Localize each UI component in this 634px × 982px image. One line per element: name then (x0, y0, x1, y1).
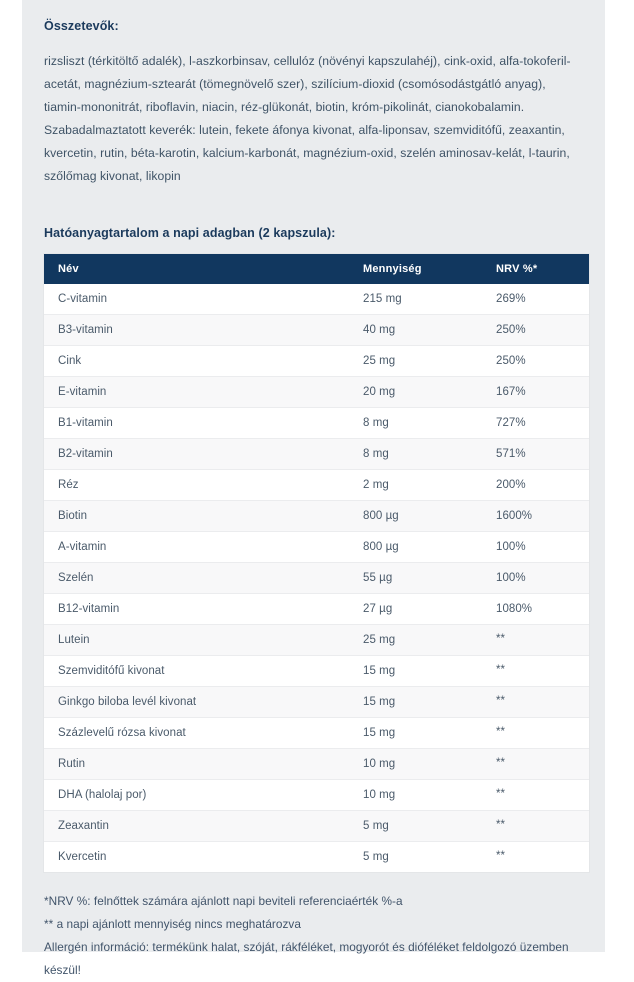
table-row (44, 624, 589, 655)
column-header-name: Név (44, 254, 349, 284)
cell-nrv: 200% (482, 469, 589, 500)
cell-nrv: ** (482, 686, 589, 717)
cell-name: Ginkgo biloba levél kivonat (44, 686, 349, 717)
cell-name: Zeaxantin (44, 810, 349, 841)
cell-amount: 800 µg (349, 531, 482, 562)
cell-nrv: 1600% (482, 500, 589, 531)
cell-name: B3-vitamin (44, 314, 349, 345)
column-header-nrv: NRV %* (482, 254, 589, 284)
cell-amount: 15 mg (349, 655, 482, 686)
table-row (44, 562, 589, 593)
table-row (44, 593, 589, 624)
footnote-stars: ** a napi ajánlott mennyiség nincs meghatározva (44, 916, 301, 931)
cell-name: Biotin (44, 500, 349, 531)
cell-amount: 55 µg (349, 562, 482, 593)
cell-amount: 10 mg (349, 748, 482, 779)
cell-nrv: 100% (482, 562, 589, 593)
cell-amount: 15 mg (349, 686, 482, 717)
table-row (44, 407, 589, 438)
cell-name: C-vitamin (44, 284, 349, 315)
cell-amount: 215 mg (349, 284, 482, 315)
table-row (44, 655, 589, 686)
nutrition-table-heading: Hatóanyagtartalom a napi adagban (2 kapszula): (44, 225, 336, 240)
cell-nrv: 727% (482, 407, 589, 438)
cell-name: Lutein (44, 624, 349, 655)
table-row (44, 345, 589, 376)
cell-nrv: 571% (482, 438, 589, 469)
cell-nrv: 167% (482, 376, 589, 407)
cell-name: B1-vitamin (44, 407, 349, 438)
cell-nrv: ** (482, 717, 589, 748)
cell-name: Szemviditófű kivonat (44, 655, 349, 686)
table-row (44, 500, 589, 531)
cell-name: B12-vitamin (44, 593, 349, 624)
cell-name: Százlevelű rózsa kivonat (44, 717, 349, 748)
cell-nrv: ** (482, 779, 589, 810)
cell-amount: 25 mg (349, 624, 482, 655)
cell-amount: 10 mg (349, 779, 482, 810)
table-row (44, 686, 589, 717)
cell-amount: 25 mg (349, 345, 482, 376)
cell-amount: 8 mg (349, 407, 482, 438)
table-row (44, 376, 589, 407)
table-row (44, 841, 589, 872)
nutrition-table (44, 254, 589, 872)
cell-nrv: ** (482, 655, 589, 686)
cell-amount: 800 µg (349, 500, 482, 531)
cell-name: Réz (44, 469, 349, 500)
cell-amount: 40 mg (349, 314, 482, 345)
footnotes (44, 890, 584, 982)
cell-name: DHA (halolaj por) (44, 779, 349, 810)
table-row (44, 779, 589, 810)
ingredients-heading: Összetevők: (44, 19, 119, 33)
cell-nrv: 100% (482, 531, 589, 562)
table-row (44, 284, 589, 315)
cell-name: Kvercetin (44, 841, 349, 872)
cell-amount: 20 mg (349, 376, 482, 407)
cell-amount: 15 mg (349, 717, 482, 748)
nutrition-table-head (44, 254, 589, 284)
footnote-nrv: *NRV %: felnőttek számára ajánlott napi beviteli referenciaérték %-a (44, 893, 403, 908)
table-row (44, 438, 589, 469)
cell-amount: 8 mg (349, 438, 482, 469)
cell-name: Rutin (44, 748, 349, 779)
table-row (44, 748, 589, 779)
content-panel (22, 0, 605, 977)
cell-nrv: ** (482, 841, 589, 872)
column-header-amount: Mennyiség (349, 254, 482, 284)
cell-amount: 5 mg (349, 810, 482, 841)
cell-name: E-vitamin (44, 376, 349, 407)
table-row (44, 469, 589, 500)
table-row (44, 314, 589, 345)
table-row (44, 531, 589, 562)
cell-name: B2-vitamin (44, 438, 349, 469)
cell-amount: 5 mg (349, 841, 482, 872)
cell-amount: 2 mg (349, 469, 482, 500)
ingredients-text: rizsliszt (térkitöltő adalék), l-aszkorbinsav, cellulóz (növényi kapszulahéj), cink-oxid, alfa-tokoferil-acetát, magnézium-sztearát (tömegnövelő szer), szilícium-dioxid (csomósodástgátló anyag), tiamin-mononitrát, riboflavin, niacin, réz-glükonát, biotin, króm-pikolinát, cianokobalamin. Szabadalmaztatott keverék: lutein, fekete áfonya kivonat, alfa-liponsav, szemviditófű, zeaxantin, kvercetin, rutin, béta-karotin, kalcium-karbonát, magnézium-oxid, szelén aminosav-kelát, l-taurin, szőlőmag kivonat, likopin (44, 54, 571, 183)
nutrition-table-body (44, 284, 589, 872)
cell-name: Szelén (44, 562, 349, 593)
cell-nrv: 269% (482, 284, 589, 315)
footnote-allergen: Allergén információ: termékünk halat, szóját, rákféléket, mogyorót és dióféléket feldolgozó üzemben készül! (44, 939, 569, 977)
cell-name: A-vitamin (44, 531, 349, 562)
table-header-row (44, 254, 589, 284)
cell-nrv: 250% (482, 314, 589, 345)
cell-name: Cink (44, 345, 349, 376)
table-row (44, 810, 589, 841)
cell-nrv: 250% (482, 345, 589, 376)
cell-amount: 27 µg (349, 593, 482, 624)
cell-nrv: ** (482, 624, 589, 655)
table-row (44, 717, 589, 748)
cell-nrv: 1080% (482, 593, 589, 624)
cell-nrv: ** (482, 810, 589, 841)
cell-nrv: ** (482, 748, 589, 779)
